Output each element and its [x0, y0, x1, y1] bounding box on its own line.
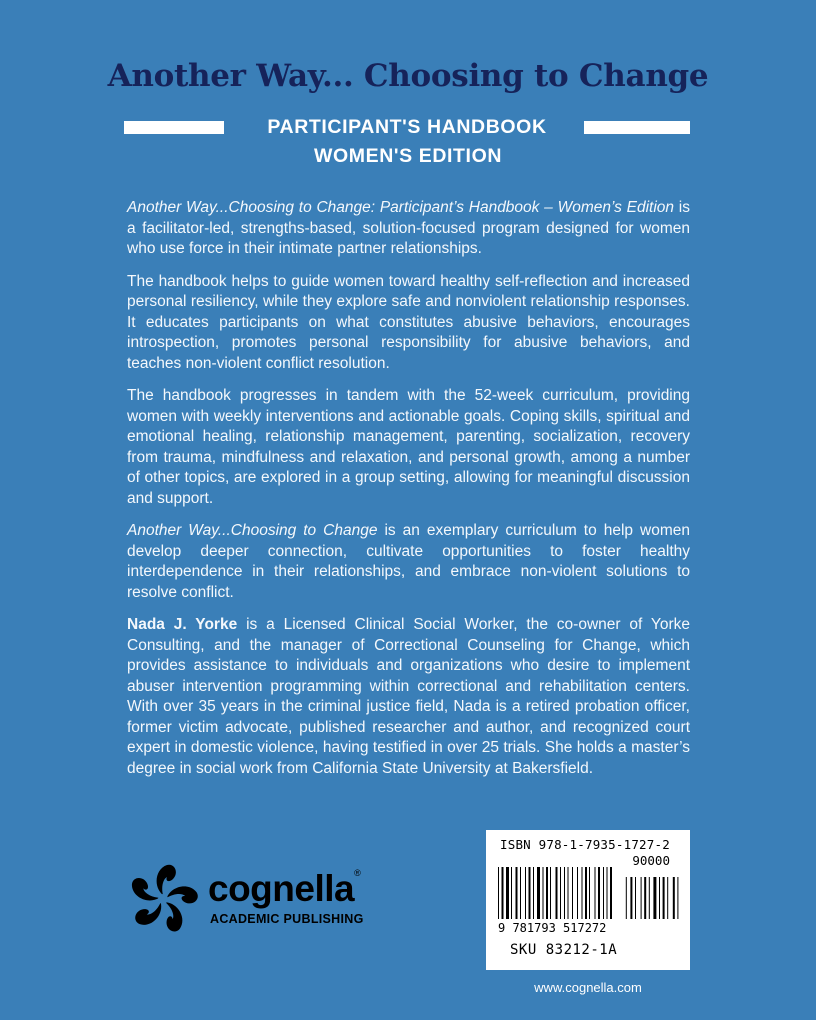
paragraph-exemplary [127, 521, 690, 603]
barcode-addon-bar [635, 877, 636, 919]
barcode-bar [564, 867, 565, 919]
barcode-bar [607, 867, 608, 919]
isbn-barcode [486, 830, 690, 970]
paragraph-intro-text: is a facilitator-led, strengths-based, solution-focused program designed for women who use force in their intimate partner relationships. [127, 199, 691, 257]
barcode-addon-bar [659, 877, 660, 919]
barcode-bar [546, 867, 548, 919]
barcode-bar [610, 867, 612, 919]
barcode-bar [589, 867, 590, 919]
barcode-addon-bar [630, 877, 632, 919]
publisher-tagline: ACADEMIC PUBLISHING [210, 912, 364, 926]
paragraph-intro [127, 198, 690, 260]
barcode-addon-bar [673, 877, 675, 919]
ean-digits: 9 781793 517272 [498, 921, 607, 935]
subtitle-banner [124, 116, 690, 138]
barcode-bar [598, 867, 600, 919]
barcode-addon-bar [649, 877, 650, 919]
barcode-bar [572, 867, 573, 919]
subtitle-line-1: PARTICIPANT'S HANDBOOK [267, 116, 547, 138]
barcode-bar [516, 867, 518, 919]
author-bio-text: is a Licensed Clinical Social Worker, the co-owner of Yorke Consulting, and the manager of Correctional Counseling for Change, which provides assistance to individuals and organizations who desire to implement abuser intervention programming within correctional and rehabilitation centers. With over 35 years in the criminal justice field, Nada is a retired probation officer, former victim advocate, published researcher and author, and recognized court expert in domestic violence, having testified in over 25 trials. She holds a master’s degree in social work from California State University at Bakersfield. [127, 616, 690, 777]
barcode-bar [511, 867, 512, 919]
barcode-bar [582, 867, 583, 919]
barcode-addon-bar [626, 877, 627, 919]
sku-code: SKU 83212-1A [510, 942, 618, 958]
barcode-bar [577, 867, 578, 919]
publisher-website[interactable]: www.cognella.com [534, 980, 642, 995]
barcode-bars [496, 867, 680, 923]
barcode-bar [543, 867, 544, 919]
barcode-bar [506, 867, 509, 919]
book-title-italic: Another Way...Choosing to Change: Participant’s Handbook – Women’s Edition [127, 199, 675, 216]
barcode-bar [537, 867, 540, 919]
barcode-addon-bar [663, 877, 665, 919]
book-title-italic-2: Another Way...Choosing to Change [127, 522, 378, 539]
flower-logo-icon [124, 860, 202, 938]
barcode-bar [556, 867, 558, 919]
author-bio [127, 615, 690, 779]
barcode-bar [595, 867, 596, 919]
barcode-bar [585, 867, 587, 919]
barcode-addon-bar [641, 877, 642, 919]
barcode-bar [560, 867, 561, 919]
barcode-bar [525, 867, 526, 919]
registered-mark: ® [354, 867, 361, 878]
paragraph-exemplary-text: is an exemplary curriculum to help women develop deeper connection, cultivate opportunities to foster healthy interdependence in their relationships, and embrace non-violent solutions to resolve conflict. [127, 522, 690, 601]
barcode-bar [550, 867, 551, 919]
publisher-name-text: cognella [208, 868, 355, 909]
barcode-bar [520, 867, 521, 919]
author-name: Nada J. Yorke [127, 616, 238, 633]
barcode-bar [529, 867, 531, 919]
publisher-logo [124, 860, 384, 940]
barcode-bar [603, 867, 604, 919]
isbn-number: ISBN 978-1-7935-1727-2 [500, 837, 670, 852]
paragraph-curriculum: The handbook progresses in tandem with the 52-week curriculum, providing women with weekly interventions and actionable goals. Coping skills, spiritual and emotional healing, relationship management, parenting, socialization, recovery from trauma, mindfulness and relaxation, and personal growth, among a number of other topics, are explored in a group setting, allowing for meaningful discussion and support. [127, 387, 690, 507]
barcode-bar [498, 867, 499, 919]
publisher-name [208, 868, 360, 910]
barcode-bar [568, 867, 569, 919]
price-code: 90000 [632, 853, 670, 868]
subtitle-line-2: WOMEN'S EDITION [313, 145, 503, 167]
barcode-bar [502, 867, 504, 919]
barcode-bar [533, 867, 534, 919]
barcode-addon-bar [667, 877, 668, 919]
back-cover-description [127, 198, 690, 791]
barcode-addon-bar [653, 877, 656, 919]
book-title: Another Way... Choosing to Change [107, 58, 709, 94]
barcode-addon-bar [644, 877, 646, 919]
barcode-addon-bar [677, 877, 678, 919]
paragraph-handbook-guide: The handbook helps to guide women toward healthy self-reflection and increased personal resiliency, while they explore safe and nonviolent relationship responses. It educates participants on what constitutes abusive behaviors, encourages introspection, promotes personal responsibility for abusive behaviors, and teaches non-violent conflict resolution. [127, 272, 690, 372]
